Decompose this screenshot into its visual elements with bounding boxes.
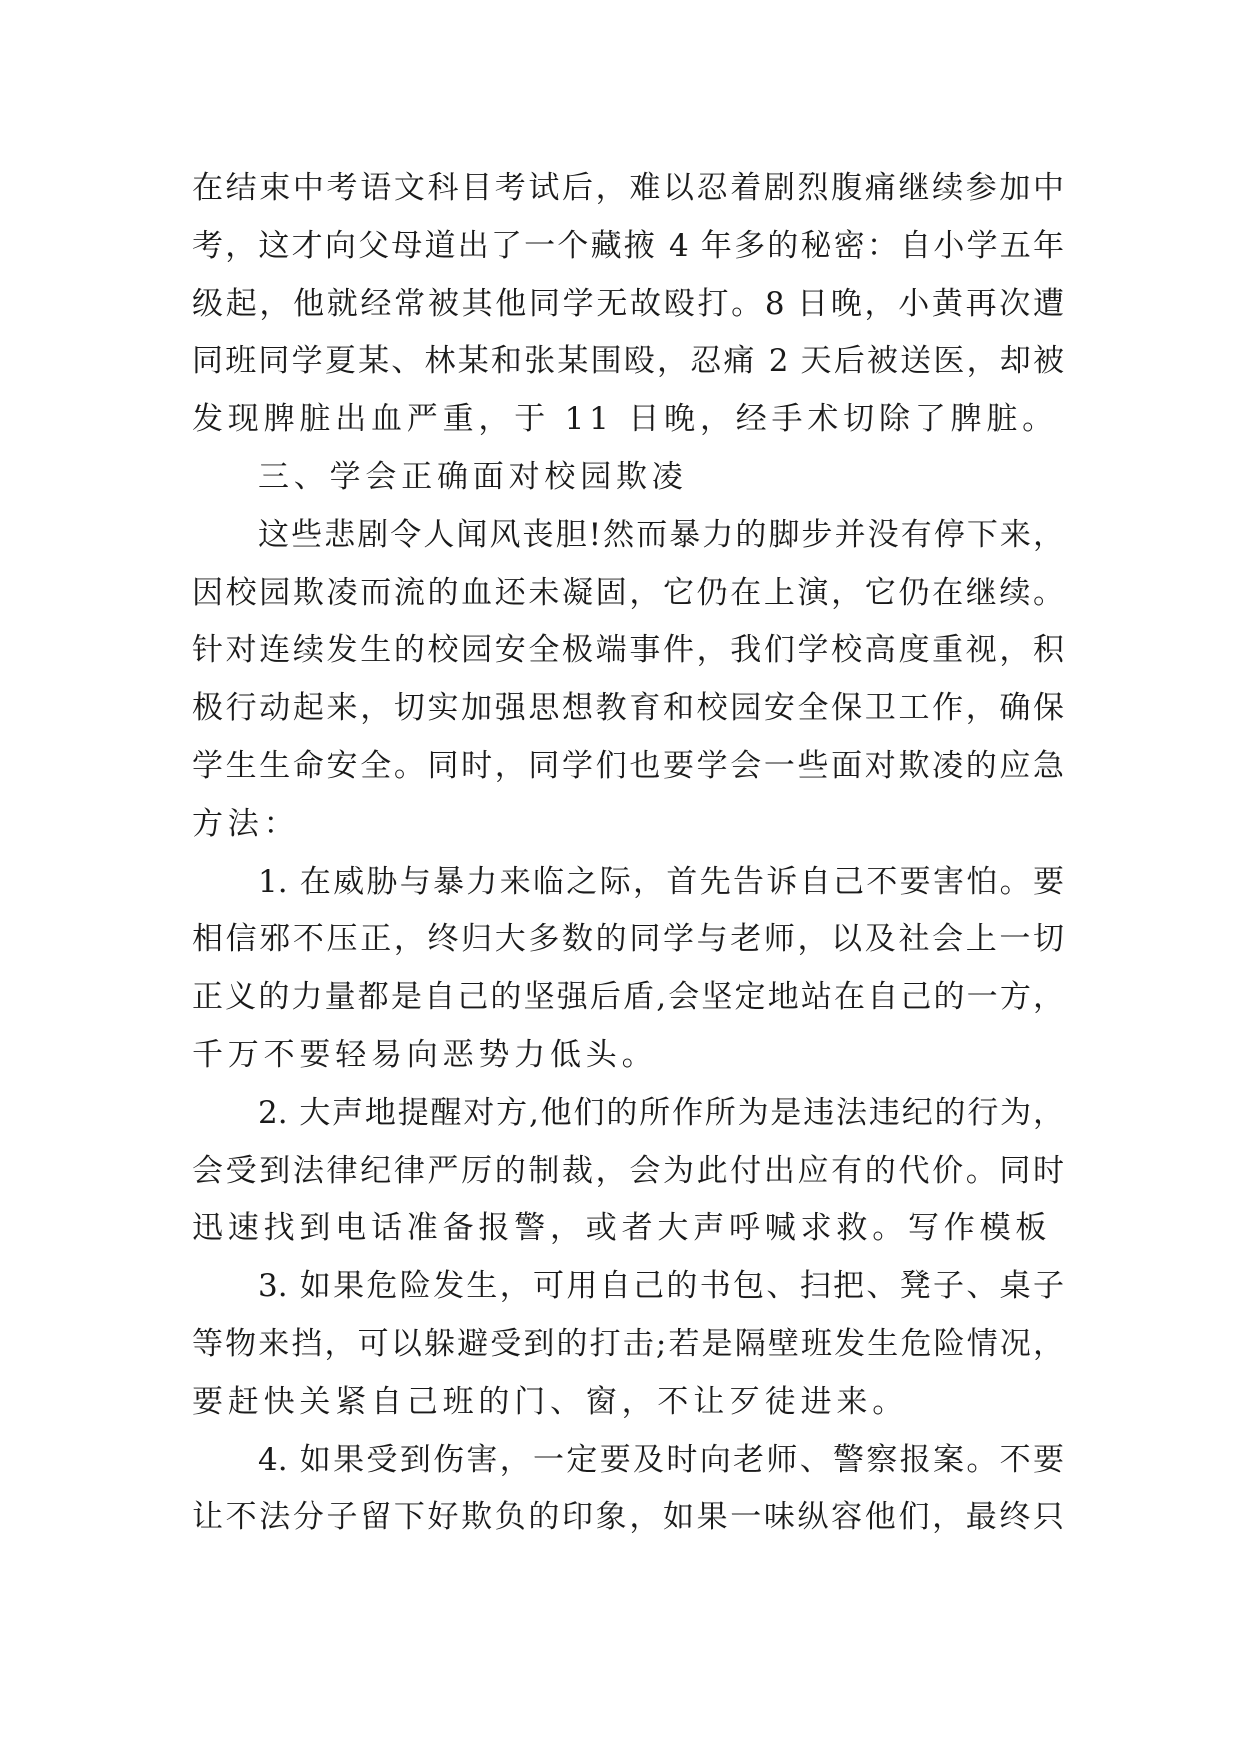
text-line: 极行动起来，切实加强思想教育和校园安全保卫工作，确保 [192, 690, 1064, 727]
text-line: 等物来挡，可以躲避受到的打击;若是隔壁班发生危险情况， [192, 1325, 1064, 1362]
list-item-4-line: 4. 如果受到伤害，一定要及时向老师、警察报案。不要 [258, 1441, 1064, 1478]
text-line: 针对连续发生的校园安全极端事件，我们学校高度重视，积 [192, 632, 1064, 669]
text-line: 方法： [192, 805, 300, 842]
text-line: 相信邪不压正，终归大多数的同学与老师，以及社会上一切 [192, 921, 1064, 958]
text-line: 让不法分子留下好欺负的印象，如果一味纵容他们，最终只 [192, 1499, 1064, 1536]
text-line: 会受到法律纪律严厉的制裁，会为此付出应有的代价。同时 [192, 1152, 1064, 1189]
text-line: 学生生命安全。同时，同学们也要学会一些面对欺凌的应急 [192, 747, 1064, 784]
list-item-3-line: 3. 如果危险发生，可用自己的书包、扫把、凳子、桌子 [258, 1268, 1064, 1305]
text-line: 考，这才向父母道出了一个藏掖 4 年多的秘密：自小学五年 [192, 227, 1064, 264]
section-heading: 三、学会正确面对校园欺凌 [258, 458, 688, 495]
text-line: 迅速找到电话准备报警，或者大声呼喊求救。写作模板 [192, 1210, 1052, 1247]
text-line: 级起，他就经常被其他同学无故殴打。8 日晚，小黄再次遭 [192, 285, 1064, 322]
text-line: 因校园欺凌而流的血还未凝固，它仍在上演，它仍在继续。 [192, 574, 1064, 611]
text-line: 这些悲剧令人闻风丧胆!然而暴力的脚步并没有停下来， [258, 516, 1064, 553]
list-item-2-line: 2. 大声地提醒对方,他们的所作所为是违法违纪的行为， [258, 1094, 1064, 1131]
text-line: 发现脾脏出血严重，于 11 日晚，经手术切除了脾脏。 [192, 401, 1058, 438]
document-body [192, 160, 1064, 1547]
text-line: 在结束中考语文科目考试后，难以忍着剧烈腹痛继续参加中 [192, 170, 1064, 206]
text-line: 要赶快关紧自己班的门、窗，不让歹徒进来。 [192, 1383, 908, 1420]
text-line: 同班同学夏某、林某和张某围殴，忍痛 2 天后被送医，却被 [192, 343, 1064, 380]
text-line: 正义的力量都是自己的坚强后盾,会坚定地站在自己的一方， [192, 979, 1064, 1016]
list-item-1-line: 1. 在威胁与暴力来临之际，首先告诉自己不要害怕。要 [258, 863, 1064, 900]
text-line: 千万不要轻易向恶势力低头。 [192, 1036, 658, 1073]
